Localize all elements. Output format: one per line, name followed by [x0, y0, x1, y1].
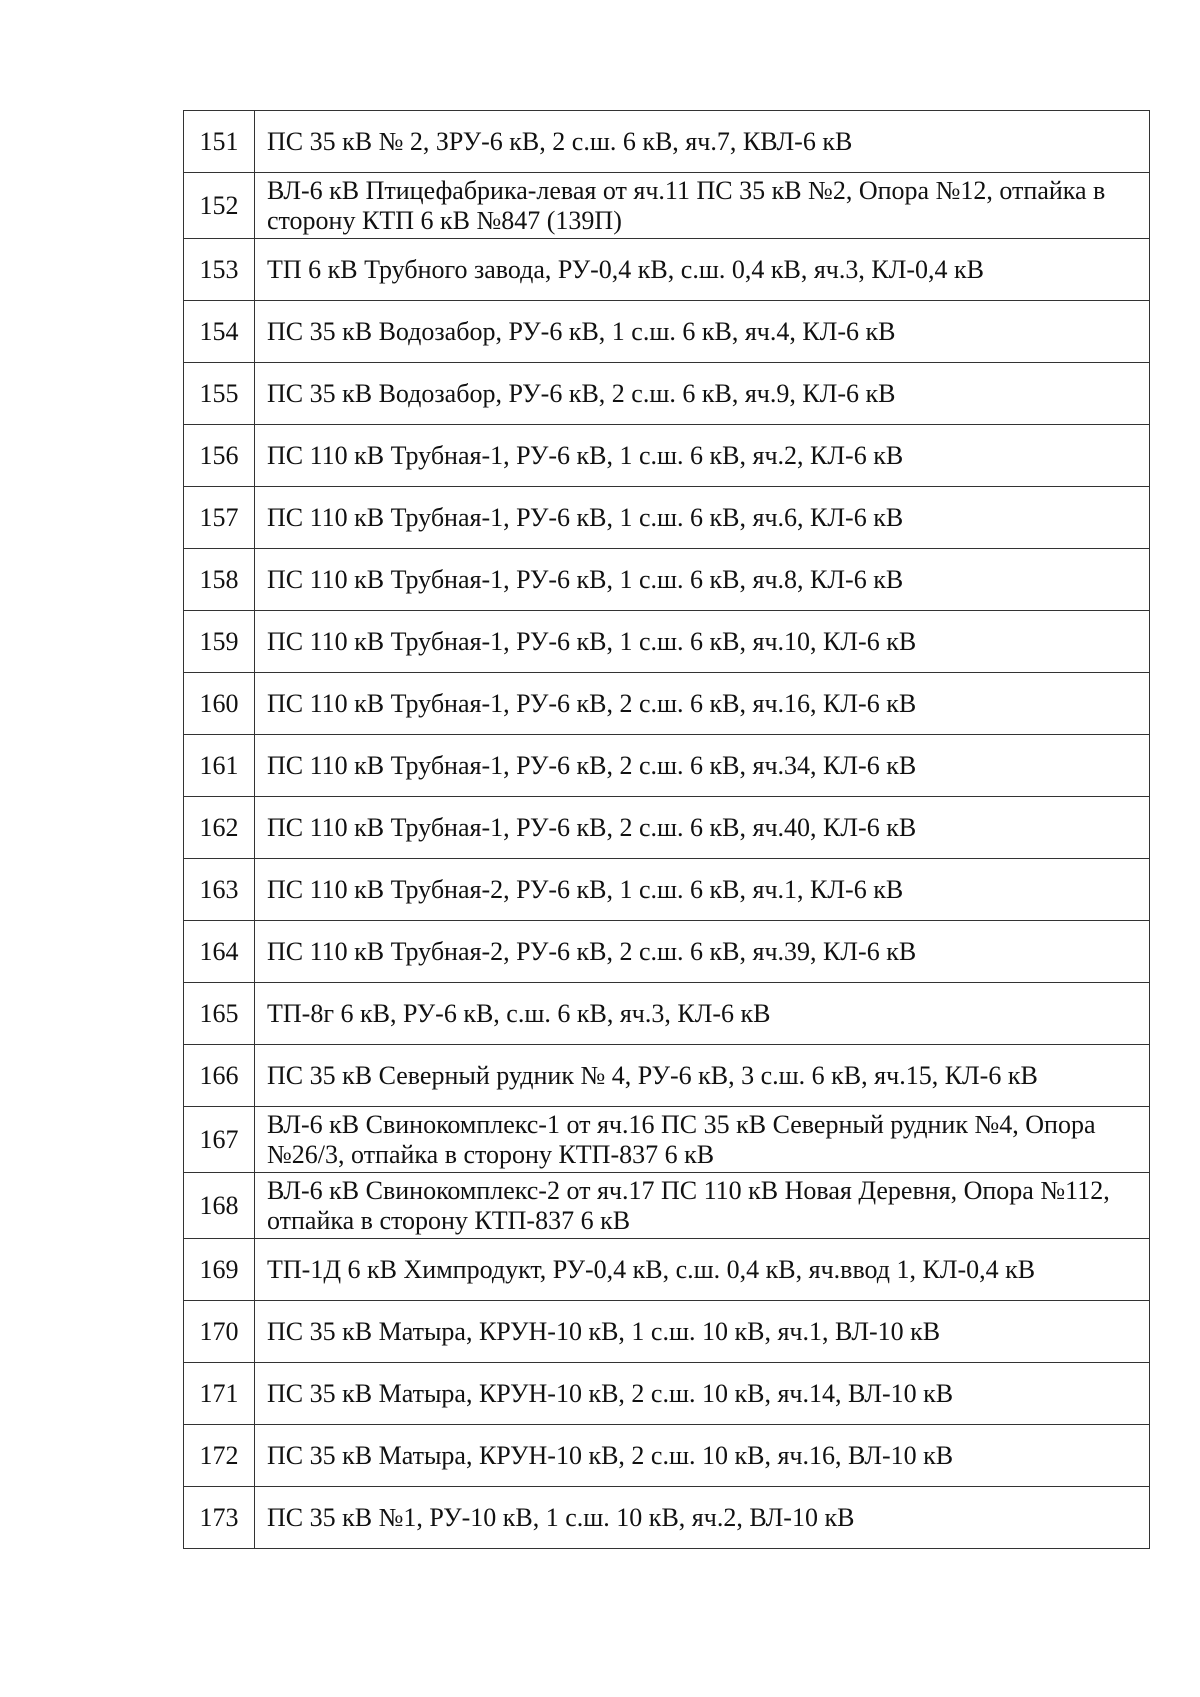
table-row — [184, 1301, 1150, 1363]
row-number: 159 — [184, 611, 255, 673]
row-description: ПС 110 кВ Трубная-2, РУ-6 кВ, 2 с.ш. 6 кВ, яч.39, КЛ-6 кВ — [255, 921, 1150, 983]
table-row — [184, 239, 1150, 301]
row-number: 153 — [184, 239, 255, 301]
table-row — [184, 301, 1150, 363]
row-description: ПС 35 кВ Водозабор, РУ-6 кВ, 1 с.ш. 6 кВ, яч.4, КЛ-6 кВ — [255, 301, 1150, 363]
table-row — [184, 111, 1150, 173]
table-row — [184, 673, 1150, 735]
row-number: 163 — [184, 859, 255, 921]
row-description: ВЛ-6 кВ Птицефабрика-левая от яч.11 ПС 35 кВ №2, Опора №12, отпайка в сторону КТП 6 кВ №847 (139П) — [255, 173, 1150, 239]
table-row — [184, 363, 1150, 425]
row-description: ТП-8г 6 кВ, РУ-6 кВ, с.ш. 6 кВ, яч.3, КЛ-6 кВ — [255, 983, 1150, 1045]
row-number: 154 — [184, 301, 255, 363]
row-description: ВЛ-6 кВ Свинокомплекс-2 от яч.17 ПС 110 кВ Новая Деревня, Опора №112, отпайка в сторону КТП-837 6 кВ — [255, 1173, 1150, 1239]
row-number: 170 — [184, 1301, 255, 1363]
row-description: ПС 110 кВ Трубная-1, РУ-6 кВ, 1 с.ш. 6 кВ, яч.6, КЛ-6 кВ — [255, 487, 1150, 549]
table-row — [184, 487, 1150, 549]
row-description: ПС 110 кВ Трубная-1, РУ-6 кВ, 2 с.ш. 6 кВ, яч.34, КЛ-6 кВ — [255, 735, 1150, 797]
table-body — [184, 111, 1150, 1549]
row-description: ТП 6 кВ Трубного завода, РУ-0,4 кВ, с.ш. 0,4 кВ, яч.3, КЛ-0,4 кВ — [255, 239, 1150, 301]
table-row — [184, 1045, 1150, 1107]
connection-points-table — [183, 110, 1150, 1549]
row-description: ПС 35 кВ № 2, ЗРУ-6 кВ, 2 с.ш. 6 кВ, яч.7, КВЛ-6 кВ — [255, 111, 1150, 173]
row-number: 172 — [184, 1425, 255, 1487]
row-number: 162 — [184, 797, 255, 859]
table-row — [184, 173, 1150, 239]
table-row — [184, 983, 1150, 1045]
row-number: 161 — [184, 735, 255, 797]
table-row — [184, 549, 1150, 611]
row-description: ПС 35 кВ Северный рудник № 4, РУ-6 кВ, 3 с.ш. 6 кВ, яч.15, КЛ-6 кВ — [255, 1045, 1150, 1107]
row-number: 173 — [184, 1487, 255, 1549]
row-number: 158 — [184, 549, 255, 611]
row-description: ПС 110 кВ Трубная-2, РУ-6 кВ, 1 с.ш. 6 кВ, яч.1, КЛ-6 кВ — [255, 859, 1150, 921]
row-number: 168 — [184, 1173, 255, 1239]
table-row — [184, 921, 1150, 983]
row-description: ПС 110 кВ Трубная-1, РУ-6 кВ, 1 с.ш. 6 кВ, яч.2, КЛ-6 кВ — [255, 425, 1150, 487]
row-description: ПС 110 кВ Трубная-1, РУ-6 кВ, 2 с.ш. 6 кВ, яч.40, КЛ-6 кВ — [255, 797, 1150, 859]
table-row — [184, 1107, 1150, 1173]
table-row — [184, 797, 1150, 859]
table-row — [184, 611, 1150, 673]
row-number: 171 — [184, 1363, 255, 1425]
row-number: 152 — [184, 173, 255, 239]
row-number: 156 — [184, 425, 255, 487]
row-description: ПС 35 кВ №1, РУ-10 кВ, 1 с.ш. 10 кВ, яч.2, ВЛ-10 кВ — [255, 1487, 1150, 1549]
table-row — [184, 1173, 1150, 1239]
row-number: 157 — [184, 487, 255, 549]
row-number: 165 — [184, 983, 255, 1045]
row-number: 164 — [184, 921, 255, 983]
row-description: ПС 110 кВ Трубная-1, РУ-6 кВ, 1 с.ш. 6 кВ, яч.8, КЛ-6 кВ — [255, 549, 1150, 611]
table-row — [184, 735, 1150, 797]
table-row — [184, 1487, 1150, 1549]
table-row — [184, 425, 1150, 487]
table-row — [184, 1363, 1150, 1425]
row-description: ПС 35 кВ Матыра, КРУН-10 кВ, 2 с.ш. 10 кВ, яч.14, ВЛ-10 кВ — [255, 1363, 1150, 1425]
row-description: ПС 35 кВ Матыра, КРУН-10 кВ, 1 с.ш. 10 кВ, яч.1, ВЛ-10 кВ — [255, 1301, 1150, 1363]
row-number: 155 — [184, 363, 255, 425]
row-description: ПС 35 кВ Водозабор, РУ-6 кВ, 2 с.ш. 6 кВ, яч.9, КЛ-6 кВ — [255, 363, 1150, 425]
row-description: ПС 110 кВ Трубная-1, РУ-6 кВ, 2 с.ш. 6 кВ, яч.16, КЛ-6 кВ — [255, 673, 1150, 735]
row-description: ПС 35 кВ Матыра, КРУН-10 кВ, 2 с.ш. 10 кВ, яч.16, ВЛ-10 кВ — [255, 1425, 1150, 1487]
row-number: 151 — [184, 111, 255, 173]
table-row — [184, 1239, 1150, 1301]
row-number: 167 — [184, 1107, 255, 1173]
row-number: 160 — [184, 673, 255, 735]
table-row — [184, 1425, 1150, 1487]
table-row — [184, 859, 1150, 921]
row-description: ТП-1Д 6 кВ Химпродукт, РУ-0,4 кВ, с.ш. 0,4 кВ, яч.ввод 1, КЛ-0,4 кВ — [255, 1239, 1150, 1301]
row-description: ВЛ-6 кВ Свинокомплекс-1 от яч.16 ПС 35 кВ Северный рудник №4, Опора №26/3, отпайка в сторону КТП-837 6 кВ — [255, 1107, 1150, 1173]
row-number: 166 — [184, 1045, 255, 1107]
row-description: ПС 110 кВ Трубная-1, РУ-6 кВ, 1 с.ш. 6 кВ, яч.10, КЛ-6 кВ — [255, 611, 1150, 673]
row-number: 169 — [184, 1239, 255, 1301]
